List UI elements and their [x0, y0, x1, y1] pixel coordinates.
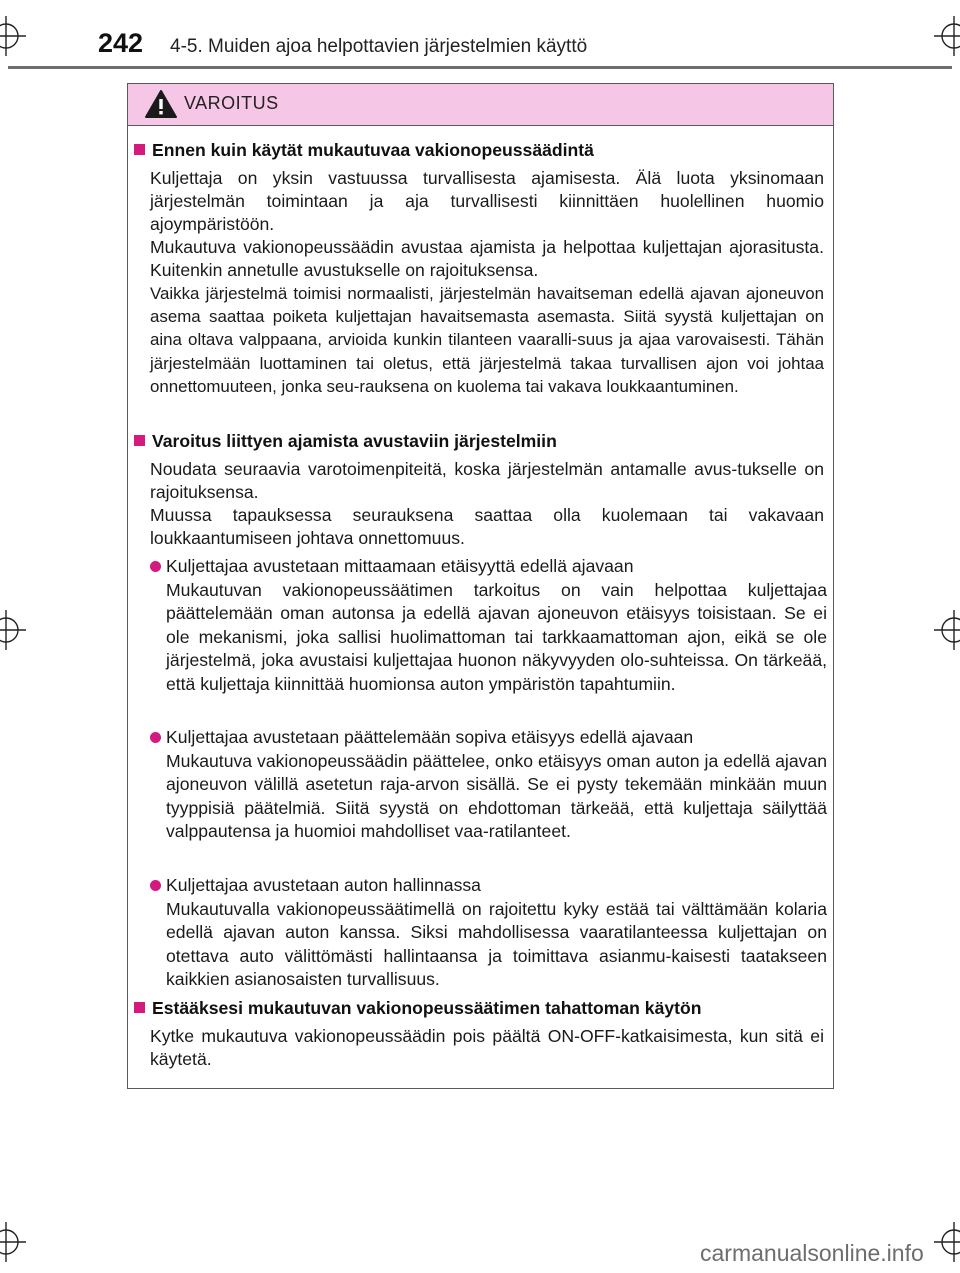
round-bullet-icon — [150, 561, 161, 572]
bullet-item-title: Kuljettajaa avustetaan mittaamaan etäisyyttä edellä ajavaan — [150, 556, 634, 577]
square-bullet-icon — [134, 144, 145, 155]
section-heading: Estääksesi mukautuvan vakionopeussäätimen tahattoman käytön — [134, 998, 702, 1019]
warning-label: VAROITUS — [184, 93, 279, 113]
section-heading: Varoitus liittyen ajamista avustaviin järjestelmiin — [134, 431, 557, 452]
paragraph: Noudata seuraavia varotoimenpiteitä, koska järjestelmän antamalle avus-tukselle on rajoituksensa. — [150, 459, 824, 503]
round-bullet-icon — [150, 880, 161, 891]
paragraph: Vaikka järjestelmä toimisi normaalisti, järjestelmän havaitseman edellä ajavan ajoneuvon asema saattaa poiketa kuljettajan havaitsemasta asemasta. Siitä syystä kuljettajan on aina oltava valppaana, arvioida kunkin tilanteen vaaralli-suus ja ajaa varovaisesti. Tähän järjestelmään luottaminen tai oletus, että järjestelmä takaa turvallisen ajon voi johtaa onnettomuuteen, jonka seu-rauksena on kuolema tai vakava loukkaantuminen. — [150, 284, 824, 396]
bullet-item-title: Kuljettajaa avustetaan päättelemään sopiva etäisyys edellä ajavaan — [150, 727, 693, 748]
warning-box — [127, 83, 834, 1089]
round-bullet-icon — [150, 732, 161, 743]
registration-mark-icon — [934, 1222, 960, 1262]
bullet-item-text: Mukautuva vakionopeussäädin päättelee, onko etäisyys oman auton ja edellä ajavan ajoneuvon välillä asetetun raja-arvon sisällä. Se ei pysty tekemään minkään muun tyyppisiä päätelmiä. Siitä syystä on ehdottoman tärkeää, että kuljettaja säilyttää valppautensa ja huomioi mahdolliset vaa-ratilanteet. — [166, 751, 827, 842]
page-number: 242 — [98, 28, 144, 58]
bullet-item-text: Mukautuvan vakionopeussäätimen tarkoitus on vain helpottaa kuljettajaa päättelemään oman autonsa ja edellä ajavan ajoneuvon etäisyys toisistaan. Se ei ole mekanismi, joka sallisi huolimattoman tai tarkkaamattoman ajon, eikä se ole järjestelmä, joka avustaisi kuljettajaa huonon näkyvyyden olo-suhteissa. On tärkeää, että kuljettaja kiinnittää huomionsa auton ympäristön tapahtumiin. — [166, 580, 827, 694]
warning-triangle-icon — [144, 89, 178, 119]
paragraph: Kuljettaja on yksin vastuussa turvallisesta ajamisesta. Älä luota yksinomaan järjestelmän toimintaan ja aja turvallisesti kiinnittäen huolellinen huomio ajoympäristöön. — [150, 168, 824, 235]
section-title: 4-5. Muiden ajoa helpottavien järjestelmien käyttö — [170, 36, 588, 57]
watermark[interactable]: carmanualsonline.info — [700, 1240, 924, 1266]
registration-mark-icon — [0, 16, 26, 56]
registration-mark-icon — [0, 1222, 26, 1262]
paragraph: Muussa tapauksessa seurauksena saattaa olla kuolemaan tai vakavaan loukkaantumiseen johtava onnettomuus. — [150, 505, 824, 549]
square-bullet-icon — [134, 435, 145, 446]
header-divider — [8, 66, 952, 69]
bullet-item-title: Kuljettajaa avustetaan auton hallinnassa — [150, 875, 481, 896]
paragraph: Mukautuva vakionopeussäädin avustaa ajamista ja helpottaa kuljettajan ajorasitusta. Kuitenkin annetulle avustukselle on rajoituksensa. — [150, 237, 824, 281]
paragraph: Kytke mukautuva vakionopeussäädin pois päältä ON-OFF-katkaisimesta, kun sitä ei käytetä. — [150, 1026, 824, 1070]
warning-header — [128, 84, 833, 126]
bullet-item-text: Mukautuvalla vakionopeussäätimellä on rajoitettu kyky estää tai välttämään kolaria edellä ajavan auton kanssa. Siksi mahdollisessa vaaratilanteessa kuljettajan on otettava auto välittömästi hallintaansa ja toimittava asianmu-kaisesti taatakseen kaikkien asianosaisten turvallisuus. — [166, 899, 827, 990]
square-bullet-icon — [134, 1002, 145, 1013]
section-heading: Ennen kuin käytät mukautuvaa vakionopeussäädintä — [134, 140, 594, 161]
registration-mark-icon — [0, 610, 26, 650]
registration-mark-icon — [934, 610, 960, 650]
registration-mark-icon — [934, 16, 960, 56]
